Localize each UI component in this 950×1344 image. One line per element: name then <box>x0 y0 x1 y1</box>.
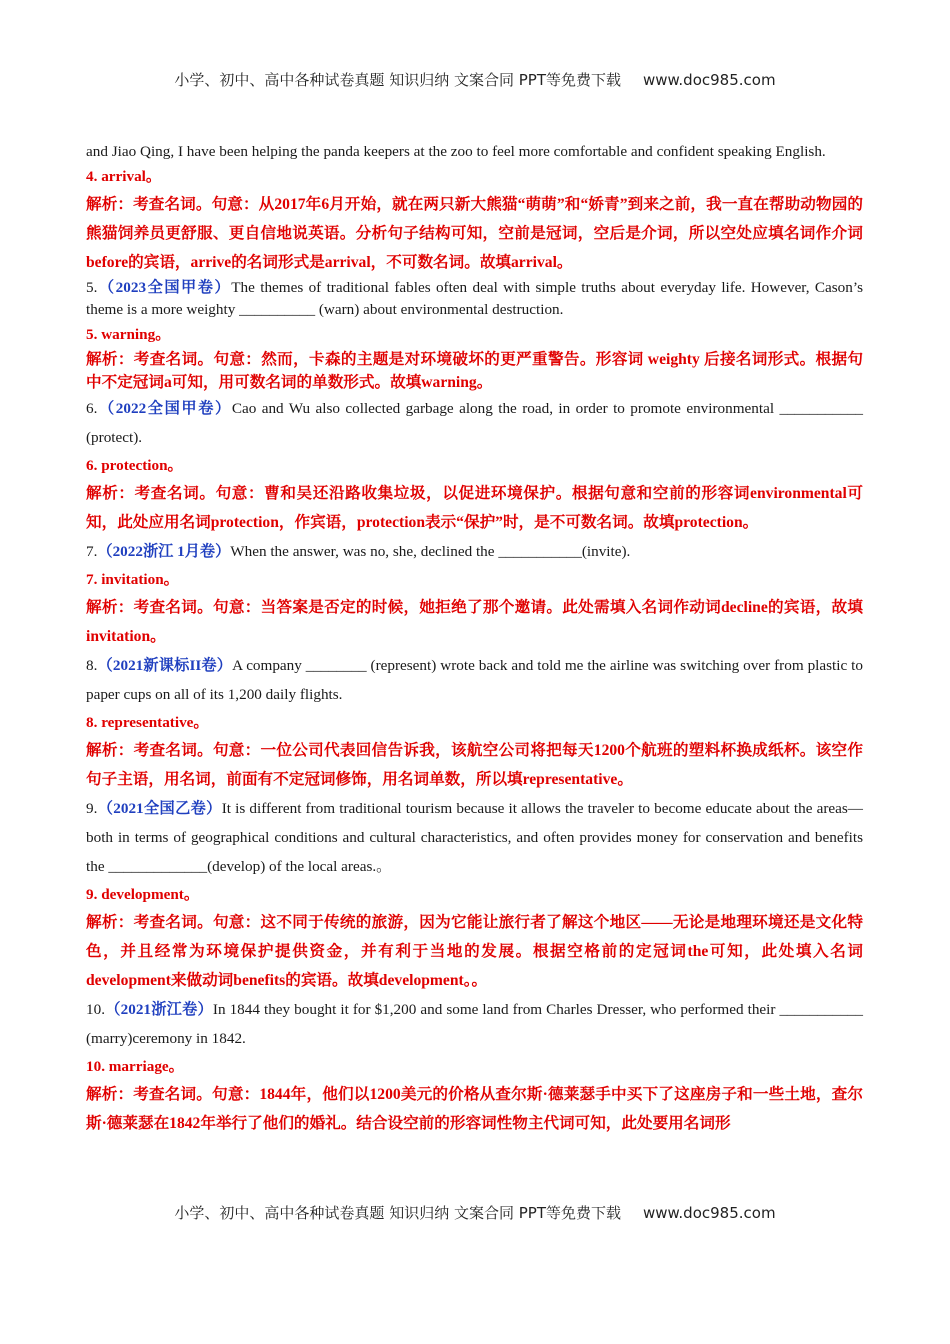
question-7 <box>86 537 863 566</box>
answer-4: 4. arrival。 <box>86 168 162 185</box>
question-9 <box>86 794 863 881</box>
question-5-number: 5. <box>86 279 98 296</box>
footer-site-link[interactable]: www.doc985.com <box>642 1204 776 1222</box>
question-3-continuation: and Jiao Qing, I have been helping the panda keepers at the zoo to feel more comfortable and confident speaking English. <box>86 143 826 160</box>
explanation-9: 解析：考查名词。句意：这不同于传统的旅游，因为它能让旅行者了解这个地区——无论是地理环境还是文化特色，并且经常为环境保护提供资金，并有利于当地的发展。根据空格前的定冠词the可知，此处填入名词development来做动词benefits的宾语。故填development。。 <box>86 914 863 989</box>
question-10-number: 10. <box>86 1001 105 1018</box>
explanation-7: 解析：考查名词。句意：当答案是否定的时候，她拒绝了那个邀请。此处需填入名词作动词decline的宾语，故填invitation。 <box>86 599 863 645</box>
page-header <box>0 69 950 90</box>
question-7-source: （2022浙江 1月卷） <box>97 543 231 560</box>
answer-5: 5. warning。 <box>86 326 171 343</box>
question-9-number: 9. <box>86 800 98 817</box>
question-10-source: （2021浙江卷） <box>104 1001 213 1018</box>
question-7-number: 7. <box>86 543 98 560</box>
explanation-4: 解析：考查名词。句意：从2017年6月开始，就在两只新大熊猫“萌萌”和“娇青”到来之前，我一直在帮助动物园的熊猫饲养员更舒服、更自信地说英语。分析句子结构可知，空前是冠词，空后是介词，所以空处应填名词作介词before的宾语，arrive的名词形式是arrival，不可数名词。故填arrival。 <box>86 196 863 271</box>
answer-10: 10. marriage。 <box>86 1058 184 1075</box>
explanation-10: 解析：考查名词。句意：1844年，他们以1200美元的价格从查尔斯·德莱瑟手中买下了这座房子和一些土地，查尔斯·德莱瑟在1842年举行了他们的婚礼。结合设空前的形容词性物主代词可知，此处要用名词形 <box>86 1086 863 1132</box>
explanation-5: 解析：考查名词。句意：然而，卡森的主题是对环境破坏的更严重警告。形容词 weighty 后接名词形式。根据句中不定冠词a可知，用可数名词的单数形式。故填warning。 <box>86 351 863 391</box>
footer-text: 小学、初中、高中各种试卷真题 知识归纳 文案合同 PPT等免费下载 <box>174 1204 621 1222</box>
question-6 <box>86 394 863 452</box>
question-10-text: In 1844 they bought it for $1,200 and some land from Charles Dresser, who performed their ___________ (marry)ceremony in 1842. <box>86 1001 863 1047</box>
question-8-number: 8. <box>86 657 98 674</box>
question-8-source: （2021新课标II卷） <box>97 657 233 674</box>
document-body <box>86 141 863 1138</box>
question-7-text: When the answer, was no, she, declined the ___________(invite). <box>230 543 631 560</box>
answer-6: 6. protection。 <box>86 457 183 474</box>
header-site-link[interactable]: www.doc985.com <box>642 71 776 89</box>
question-8 <box>86 651 863 709</box>
question-5 <box>86 277 863 321</box>
answer-9: 9. development。 <box>86 886 200 903</box>
question-6-text: Cao and Wu also collected garbage along the road, in order to promote environmental ___________ (protect). <box>86 400 864 446</box>
question-5-text: The themes of traditional fables often deal with simple truths about everyday life. However, Cason’s theme is a more weighty __________ (warn) about environmental destruction. <box>86 279 863 318</box>
question-6-source: （2022全国甲卷） <box>97 400 232 417</box>
answer-8: 8. representative。 <box>86 714 209 731</box>
question-5-source: （2023全国甲卷） <box>97 279 232 296</box>
explanation-8: 解析：考查名词。句意：一位公司代表回信告诉我，该航空公司将把每天1200个航班的塑料杯换成纸杯。该空作句子主语，用名词，前面有不定冠词修饰，用名词单数，所以填representative。 <box>86 742 863 788</box>
question-8-text: A company ________ (represent) wrote back and told me the airline was switching over from plastic to paper cups on all of its 1,200 daily flights. <box>86 657 863 703</box>
question-10 <box>86 995 863 1053</box>
explanation-6: 解析：考查名词。句意：曹和吴还沿路收集垃圾，以促进环境保护。根据句意和空前的形容词environmental可知，此处应用名词protection，作宾语，protection表示“保护”时，是不可数名词。故填protection。 <box>86 485 863 531</box>
question-6-number: 6. <box>86 400 98 417</box>
question-9-source: （2021全国乙卷） <box>97 800 222 817</box>
page-footer <box>0 1202 950 1223</box>
header-text: 小学、初中、高中各种试卷真题 知识归纳 文案合同 PPT等免费下载 <box>174 71 621 89</box>
answer-7: 7. invitation。 <box>86 571 179 588</box>
question-9-text: It is different from traditional tourism because it allows the traveler to become educate about the areas—both in terms of geographical conditions and cultural characteristics, and often provides money for conservation and benefits the _____________(develop) of the local areas.。 <box>86 800 863 875</box>
